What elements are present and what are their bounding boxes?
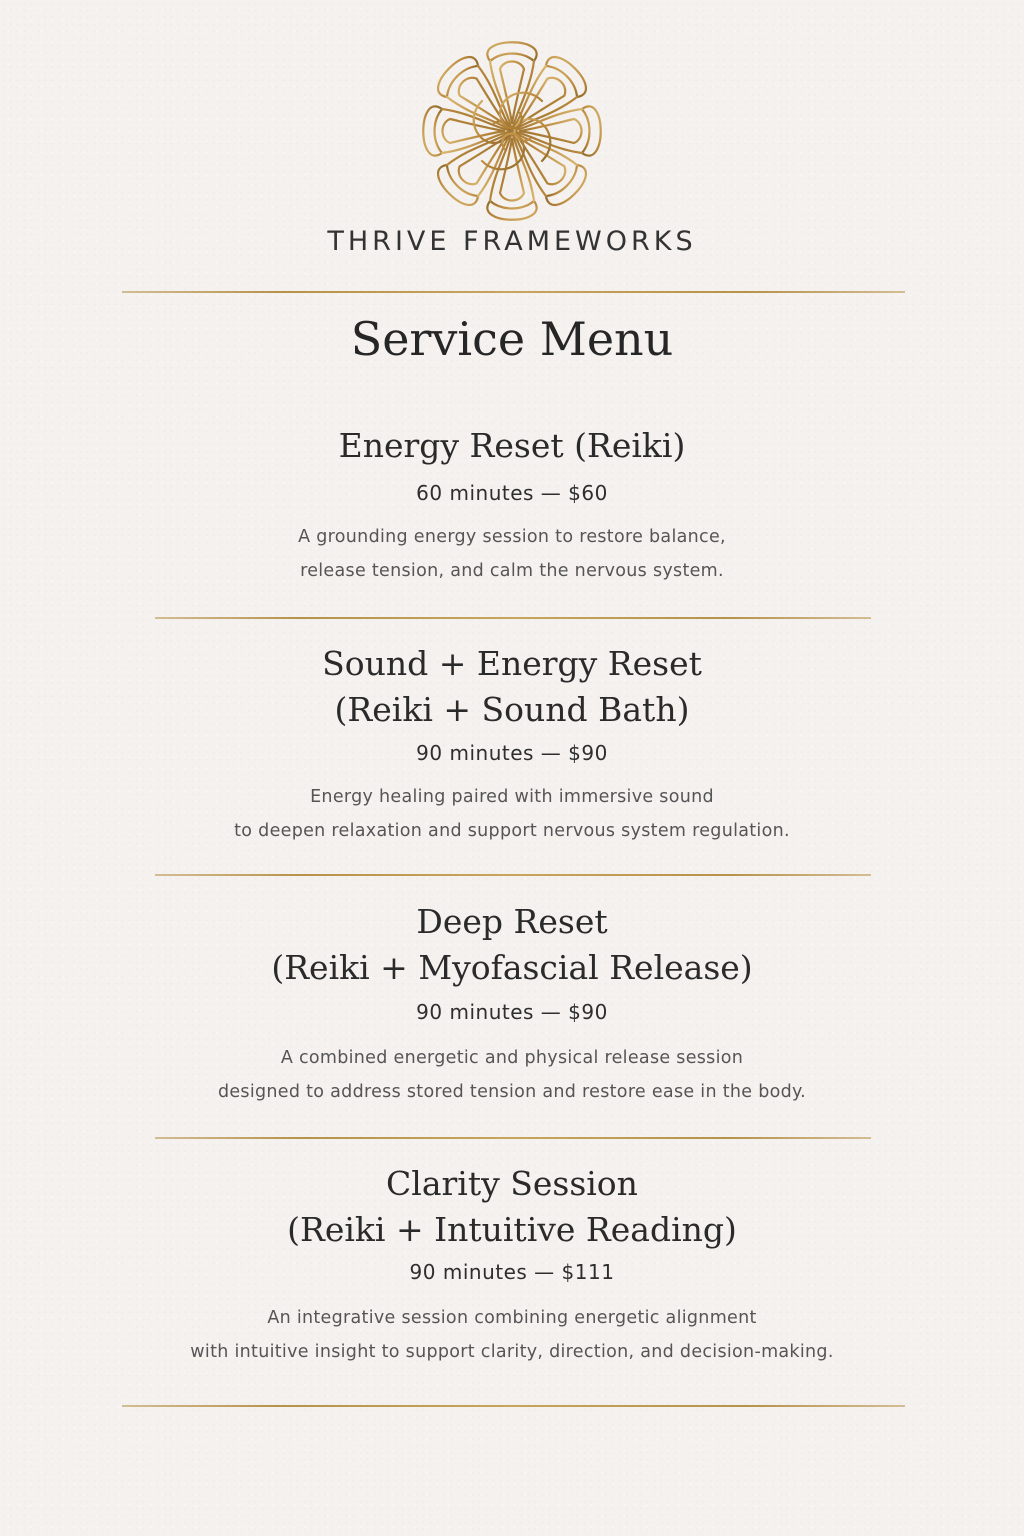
service-description-line: A grounding energy session to restore balance, <box>298 527 726 547</box>
service-description <box>0 1301 1024 1369</box>
service-duration-price: 60 minutes — $60 <box>416 481 608 505</box>
service-duration-price: 90 minutes — $90 <box>416 741 608 765</box>
service-name <box>0 641 1024 733</box>
service-name-line: (Reiki + Myofascial Release) <box>271 948 753 987</box>
service-name-line: (Reiki + Sound Bath) <box>334 690 690 729</box>
service-name-line: (Reiki + Intuitive Reading) <box>287 1210 737 1249</box>
service-description <box>0 780 1024 848</box>
divider <box>122 1405 905 1407</box>
service-name-line: Energy Reset (Reiki) <box>338 426 686 465</box>
service-name-line: Sound + Energy Reset <box>322 644 702 683</box>
service-name <box>0 899 1024 991</box>
service-description-line: Energy healing paired with immersive sound <box>310 787 714 807</box>
brand-name: THRIVE FRAMEWORKS <box>327 226 697 257</box>
service-description-line: designed to address stored tension and restore ease in the body. <box>217 1082 807 1102</box>
gold-mandala-icon <box>412 36 612 226</box>
service-duration-price: 90 minutes — $111 <box>409 1260 615 1284</box>
divider <box>122 291 905 293</box>
service-name <box>0 1161 1024 1253</box>
divider <box>155 874 871 876</box>
service-description <box>0 1041 1024 1109</box>
service-description-line: to deepen relaxation and support nervous system regulation. <box>234 821 790 841</box>
service-description-line: An integrative session combining energetic alignment <box>267 1308 757 1328</box>
service-description <box>0 520 1024 588</box>
service-description-line: A combined energetic and physical release session <box>280 1048 744 1068</box>
service-name-line: Deep Reset <box>416 902 608 941</box>
service-duration-price: 90 minutes — $90 <box>416 1000 608 1024</box>
service-name <box>0 423 1024 469</box>
page-title: Service Menu <box>350 312 674 366</box>
service-description-line: release tension, and calm the nervous system. <box>300 561 724 581</box>
service-name-line: Clarity Session <box>386 1164 638 1203</box>
divider <box>155 617 871 619</box>
service-description-line: with intuitive insight to support clarity, direction, and decision-making. <box>190 1342 834 1362</box>
divider <box>155 1137 871 1139</box>
